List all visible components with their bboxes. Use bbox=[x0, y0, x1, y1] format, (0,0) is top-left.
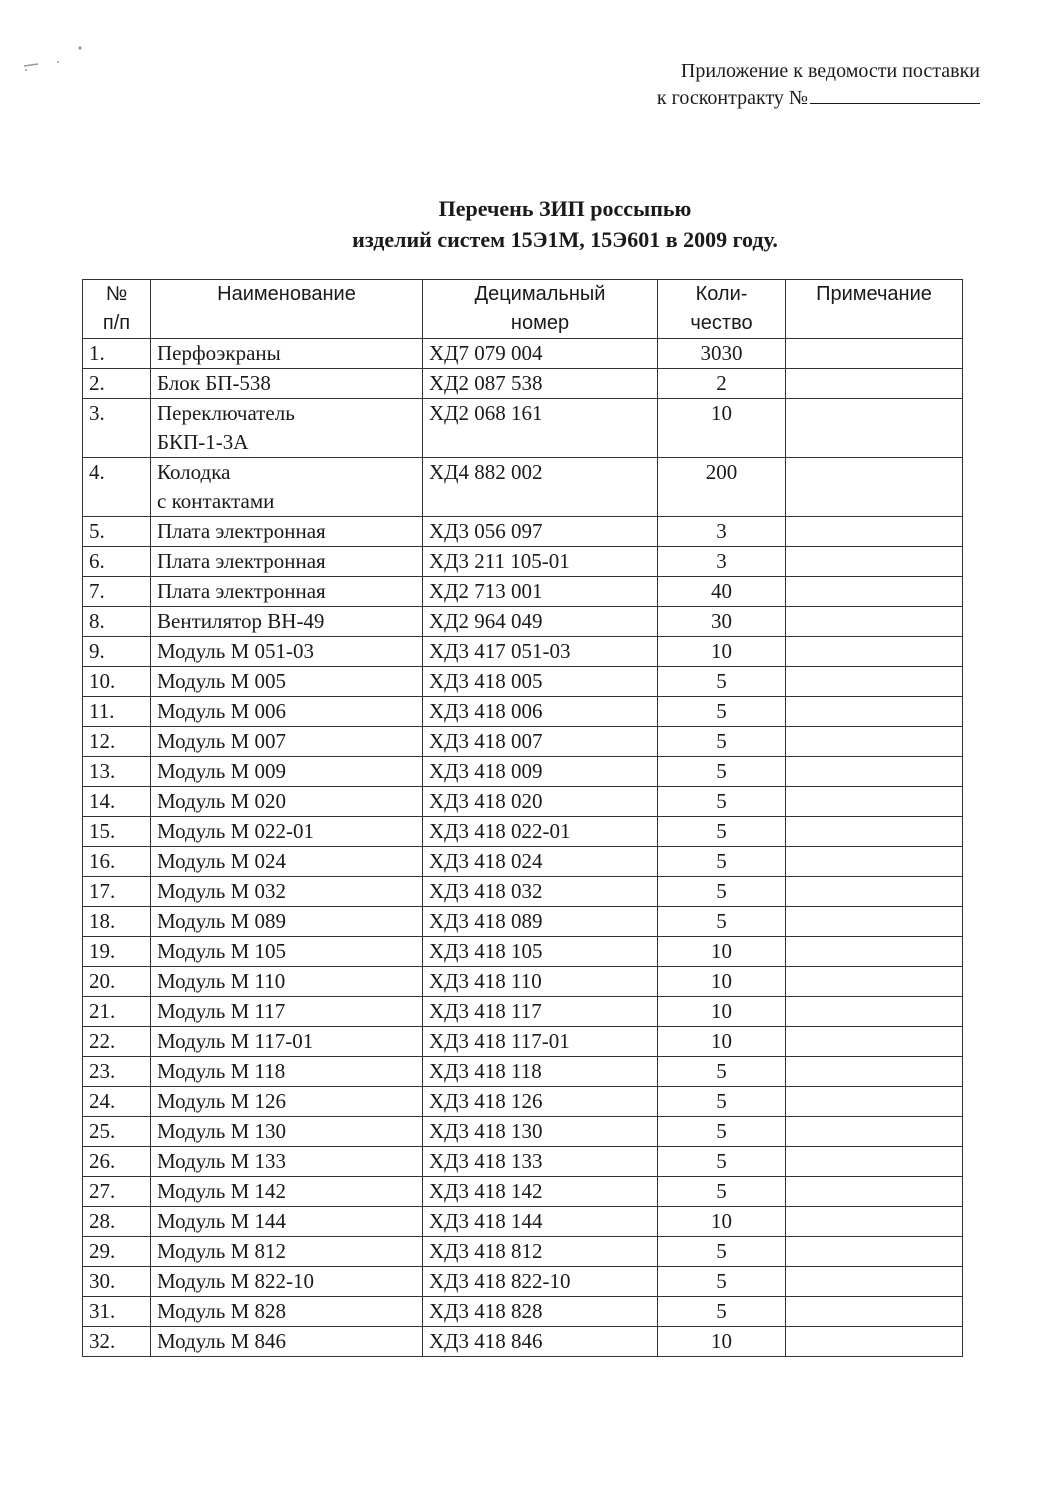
row-number: 25. bbox=[83, 1117, 151, 1147]
table-row bbox=[83, 847, 963, 877]
row-decimal-number: ХД3 418 020 bbox=[423, 787, 658, 817]
table-row bbox=[83, 1207, 963, 1237]
table-row bbox=[83, 997, 963, 1027]
table-row bbox=[83, 877, 963, 907]
row-note bbox=[786, 458, 963, 517]
row-note bbox=[786, 787, 963, 817]
contract-number-line bbox=[600, 85, 980, 112]
row-name-line: БКП-1-3А bbox=[157, 430, 249, 454]
row-note bbox=[786, 369, 963, 399]
row-name-line: Модуль М 032 bbox=[157, 879, 287, 903]
row-number: 1. bbox=[83, 339, 151, 369]
row-name-line: Модуль М 105 bbox=[157, 939, 287, 963]
row-name-line: Модуль М 118 bbox=[157, 1059, 286, 1083]
row-note bbox=[786, 877, 963, 907]
row-name-line: Модуль М 089 bbox=[157, 909, 287, 933]
title-line2: изделий систем 15Э1М, 15Э601 в 2009 году. bbox=[352, 227, 778, 252]
row-quantity: 200 bbox=[658, 458, 786, 517]
row-name bbox=[151, 517, 423, 547]
row-name bbox=[151, 1327, 423, 1357]
row-quantity: 5 bbox=[658, 1177, 786, 1207]
header-quantity: Коли- чество bbox=[658, 280, 786, 339]
row-number: 11. bbox=[83, 697, 151, 727]
row-name-line: Модуль М 117-01 bbox=[157, 1029, 314, 1053]
row-note bbox=[786, 997, 963, 1027]
row-number: 27. bbox=[83, 1177, 151, 1207]
table-row bbox=[83, 339, 963, 369]
table-row bbox=[83, 937, 963, 967]
table-row bbox=[83, 907, 963, 937]
row-decimal-number: ХД3 418 828 bbox=[423, 1297, 658, 1327]
row-name bbox=[151, 1027, 423, 1057]
row-decimal-number: ХД3 418 117-01 bbox=[423, 1027, 658, 1057]
row-note bbox=[786, 817, 963, 847]
row-quantity: 5 bbox=[658, 1267, 786, 1297]
row-name-line: Модуль М 144 bbox=[157, 1209, 287, 1233]
row-name bbox=[151, 967, 423, 997]
row-name bbox=[151, 1297, 423, 1327]
row-quantity: 5 bbox=[658, 1057, 786, 1087]
row-note bbox=[786, 967, 963, 997]
row-name-line: Модуль М 822-10 bbox=[157, 1269, 315, 1293]
row-name bbox=[151, 637, 423, 667]
row-name-line: Вентилятор ВН-49 bbox=[157, 609, 325, 633]
row-quantity: 5 bbox=[658, 877, 786, 907]
header-note: Примечание bbox=[786, 280, 963, 339]
table-row bbox=[83, 787, 963, 817]
row-name bbox=[151, 339, 423, 369]
row-decimal-number: ХД3 418 005 bbox=[423, 667, 658, 697]
row-name bbox=[151, 847, 423, 877]
row-name-line: с контактами bbox=[157, 489, 275, 513]
contract-number-blank bbox=[810, 85, 980, 104]
row-decimal-number: ХД3 418 118 bbox=[423, 1057, 658, 1087]
row-note bbox=[786, 1267, 963, 1297]
row-quantity: 3 bbox=[658, 547, 786, 577]
row-decimal-number: ХД3 418 006 bbox=[423, 697, 658, 727]
table-row bbox=[83, 1117, 963, 1147]
row-note bbox=[786, 607, 963, 637]
row-number: 18. bbox=[83, 907, 151, 937]
row-number: 2. bbox=[83, 369, 151, 399]
row-decimal-number: ХД3 418 130 bbox=[423, 1117, 658, 1147]
row-name-line: Модуль М 126 bbox=[157, 1089, 287, 1113]
scan-speck-marks bbox=[20, 44, 90, 74]
spare-parts-table-container bbox=[82, 279, 963, 1357]
row-name-line: Модуль М 133 bbox=[157, 1149, 287, 1173]
row-number: 31. bbox=[83, 1297, 151, 1327]
row-name-line: Модуль М 005 bbox=[157, 669, 287, 693]
row-quantity: 3030 bbox=[658, 339, 786, 369]
row-note bbox=[786, 667, 963, 697]
row-number: 15. bbox=[83, 817, 151, 847]
row-name bbox=[151, 607, 423, 637]
row-quantity: 5 bbox=[658, 757, 786, 787]
row-name bbox=[151, 399, 423, 458]
table-row bbox=[83, 1027, 963, 1057]
row-note bbox=[786, 637, 963, 667]
row-decimal-number: ХД3 418 024 bbox=[423, 847, 658, 877]
row-name-line: Модуль М 142 bbox=[157, 1179, 287, 1203]
table-row bbox=[83, 1177, 963, 1207]
row-note bbox=[786, 339, 963, 369]
header-name: Наименование bbox=[151, 280, 423, 339]
row-quantity: 30 bbox=[658, 607, 786, 637]
row-name-line: Плата электронная bbox=[157, 549, 326, 573]
row-decimal-number: ХД2 068 161 bbox=[423, 399, 658, 458]
row-name-line: Модуль М 828 bbox=[157, 1299, 287, 1323]
row-decimal-number: ХД3 211 105-01 bbox=[423, 547, 658, 577]
row-name bbox=[151, 907, 423, 937]
row-number: 9. bbox=[83, 637, 151, 667]
row-name bbox=[151, 937, 423, 967]
row-number: 6. bbox=[83, 547, 151, 577]
row-note bbox=[786, 1057, 963, 1087]
title-line1: Перечень ЗИП россыпью bbox=[438, 196, 692, 221]
row-name bbox=[151, 877, 423, 907]
row-name bbox=[151, 787, 423, 817]
row-name-line: Модуль М 022-01 bbox=[157, 819, 315, 843]
row-name-line: Перфоэкраны bbox=[157, 341, 281, 365]
row-name bbox=[151, 1147, 423, 1177]
row-name bbox=[151, 817, 423, 847]
row-quantity: 5 bbox=[658, 697, 786, 727]
row-note bbox=[786, 697, 963, 727]
row-decimal-number: ХД3 418 133 bbox=[423, 1147, 658, 1177]
table-row bbox=[83, 607, 963, 637]
row-number: 12. bbox=[83, 727, 151, 757]
row-quantity: 5 bbox=[658, 847, 786, 877]
row-note bbox=[786, 1147, 963, 1177]
row-name-line: Переключатель bbox=[157, 401, 295, 425]
row-quantity: 40 bbox=[658, 577, 786, 607]
row-number: 14. bbox=[83, 787, 151, 817]
row-name bbox=[151, 1237, 423, 1267]
row-name-line: Модуль М 020 bbox=[157, 789, 287, 813]
row-number: 17. bbox=[83, 877, 151, 907]
appendix-note-line1: Приложение к ведомости поставки bbox=[680, 60, 980, 82]
row-quantity: 5 bbox=[658, 787, 786, 817]
row-note bbox=[786, 1087, 963, 1117]
row-name-line: Модуль М 006 bbox=[157, 699, 287, 723]
row-decimal-number: ХД3 418 812 bbox=[423, 1237, 658, 1267]
row-name bbox=[151, 997, 423, 1027]
row-decimal-number: ХД3 418 144 bbox=[423, 1207, 658, 1237]
row-decimal-number: ХД3 418 032 bbox=[423, 877, 658, 907]
row-decimal-number: ХД3 418 110 bbox=[423, 967, 658, 997]
row-name-line: Модуль М 009 bbox=[157, 759, 287, 783]
row-note bbox=[786, 399, 963, 458]
row-number: 32. bbox=[83, 1327, 151, 1357]
row-number: 10. bbox=[83, 667, 151, 697]
row-name-line: Модуль М 051-03 bbox=[157, 639, 315, 663]
row-number: 26. bbox=[83, 1147, 151, 1177]
row-note bbox=[786, 1237, 963, 1267]
row-number: 19. bbox=[83, 937, 151, 967]
row-number: 24. bbox=[83, 1087, 151, 1117]
row-name bbox=[151, 458, 423, 517]
row-note bbox=[786, 517, 963, 547]
table-row bbox=[83, 757, 963, 787]
row-decimal-number: ХД3 418 117 bbox=[423, 997, 658, 1027]
row-name bbox=[151, 727, 423, 757]
row-decimal-number: ХД3 418 105 bbox=[423, 937, 658, 967]
row-note bbox=[786, 757, 963, 787]
row-name bbox=[151, 757, 423, 787]
row-quantity: 10 bbox=[658, 997, 786, 1027]
table-row bbox=[83, 967, 963, 997]
row-note bbox=[786, 1327, 963, 1357]
table-row bbox=[83, 547, 963, 577]
table-row bbox=[83, 637, 963, 667]
row-quantity: 5 bbox=[658, 727, 786, 757]
row-number: 23. bbox=[83, 1057, 151, 1087]
row-quantity: 10 bbox=[658, 967, 786, 997]
row-name-line: Модуль М 007 bbox=[157, 729, 287, 753]
row-name bbox=[151, 1267, 423, 1297]
row-quantity: 3 bbox=[658, 517, 786, 547]
row-number: 8. bbox=[83, 607, 151, 637]
row-decimal-number: ХД3 418 846 bbox=[423, 1327, 658, 1357]
appendix-note bbox=[600, 58, 980, 112]
row-number: 20. bbox=[83, 967, 151, 997]
table-row bbox=[83, 369, 963, 399]
row-name-line: Модуль М 812 bbox=[157, 1239, 287, 1263]
row-note bbox=[786, 1117, 963, 1147]
row-note bbox=[786, 1297, 963, 1327]
row-number: 4. bbox=[83, 458, 151, 517]
document-title bbox=[230, 193, 900, 255]
row-quantity: 10 bbox=[658, 1207, 786, 1237]
row-note bbox=[786, 847, 963, 877]
row-name-line: Модуль М 846 bbox=[157, 1329, 287, 1353]
row-number: 21. bbox=[83, 997, 151, 1027]
row-quantity: 5 bbox=[658, 1237, 786, 1267]
row-name bbox=[151, 1207, 423, 1237]
row-quantity: 5 bbox=[658, 1087, 786, 1117]
row-decimal-number: ХД2 964 049 bbox=[423, 607, 658, 637]
row-note bbox=[786, 727, 963, 757]
table-row bbox=[83, 1057, 963, 1087]
row-quantity: 5 bbox=[658, 1297, 786, 1327]
row-note bbox=[786, 1177, 963, 1207]
row-quantity: 5 bbox=[658, 667, 786, 697]
row-name-line: Колодка bbox=[157, 460, 231, 484]
row-note bbox=[786, 907, 963, 937]
table-row bbox=[83, 1087, 963, 1117]
row-name-line: Плата электронная bbox=[157, 579, 326, 603]
row-decimal-number: ХД3 418 007 bbox=[423, 727, 658, 757]
row-name bbox=[151, 547, 423, 577]
table-row bbox=[83, 1237, 963, 1267]
row-quantity: 2 bbox=[658, 369, 786, 399]
row-decimal-number: ХД3 418 822-10 bbox=[423, 1267, 658, 1297]
row-decimal-number: ХД3 418 009 bbox=[423, 757, 658, 787]
row-number: 22. bbox=[83, 1027, 151, 1057]
table-row bbox=[83, 1327, 963, 1357]
row-decimal-number: ХД4 882 002 bbox=[423, 458, 658, 517]
row-number: 13. bbox=[83, 757, 151, 787]
row-decimal-number: ХД2 713 001 bbox=[423, 577, 658, 607]
table-row bbox=[83, 697, 963, 727]
table-header-row bbox=[83, 280, 963, 339]
row-decimal-number: ХД3 417 051-03 bbox=[423, 637, 658, 667]
row-decimal-number: ХД3 418 142 bbox=[423, 1177, 658, 1207]
row-decimal-number: ХД2 087 538 bbox=[423, 369, 658, 399]
row-name-line: Модуль М 024 bbox=[157, 849, 287, 873]
row-name bbox=[151, 1177, 423, 1207]
row-number: 16. bbox=[83, 847, 151, 877]
contract-number-label: к госконтракту № bbox=[656, 87, 808, 109]
row-quantity: 10 bbox=[658, 937, 786, 967]
row-number: 30. bbox=[83, 1267, 151, 1297]
header-decimal-number: Децимальный номер bbox=[423, 280, 658, 339]
row-note bbox=[786, 937, 963, 967]
row-number: 5. bbox=[83, 517, 151, 547]
row-decimal-number: ХД3 418 126 bbox=[423, 1087, 658, 1117]
row-name-line: Модуль М 117 bbox=[157, 999, 286, 1023]
row-name-line: Модуль М 130 bbox=[157, 1119, 287, 1143]
row-number: 29. bbox=[83, 1237, 151, 1267]
row-name-line: Блок БП-538 bbox=[157, 371, 271, 395]
row-name bbox=[151, 667, 423, 697]
row-quantity: 5 bbox=[658, 907, 786, 937]
table-row bbox=[83, 577, 963, 607]
row-quantity: 10 bbox=[658, 399, 786, 458]
table-row bbox=[83, 399, 963, 458]
row-name bbox=[151, 1057, 423, 1087]
row-number: 28. bbox=[83, 1207, 151, 1237]
table-row bbox=[83, 517, 963, 547]
row-note bbox=[786, 1207, 963, 1237]
row-quantity: 5 bbox=[658, 1117, 786, 1147]
row-name bbox=[151, 697, 423, 727]
table-row bbox=[83, 1147, 963, 1177]
row-quantity: 10 bbox=[658, 1027, 786, 1057]
row-note bbox=[786, 577, 963, 607]
row-name-line: Плата электронная bbox=[157, 519, 326, 543]
table-row bbox=[83, 667, 963, 697]
row-decimal-number: ХД3 418 022-01 bbox=[423, 817, 658, 847]
row-quantity: 5 bbox=[658, 1147, 786, 1177]
row-decimal-number: ХД7 079 004 bbox=[423, 339, 658, 369]
row-note bbox=[786, 1027, 963, 1057]
row-note bbox=[786, 547, 963, 577]
row-number: 7. bbox=[83, 577, 151, 607]
row-number: 3. bbox=[83, 399, 151, 458]
table-row bbox=[83, 458, 963, 517]
row-name-line: Модуль М 110 bbox=[157, 969, 286, 993]
table-row bbox=[83, 1267, 963, 1297]
row-decimal-number: ХД3 056 097 bbox=[423, 517, 658, 547]
table-row bbox=[83, 817, 963, 847]
row-quantity: 10 bbox=[658, 1327, 786, 1357]
row-name bbox=[151, 369, 423, 399]
row-decimal-number: ХД3 418 089 bbox=[423, 907, 658, 937]
table-body bbox=[83, 339, 963, 1357]
row-name bbox=[151, 577, 423, 607]
header-number: № п/п bbox=[83, 280, 151, 339]
table-row bbox=[83, 1297, 963, 1327]
row-quantity: 10 bbox=[658, 637, 786, 667]
table-row bbox=[83, 727, 963, 757]
row-name bbox=[151, 1087, 423, 1117]
row-quantity: 5 bbox=[658, 817, 786, 847]
row-name bbox=[151, 1117, 423, 1147]
spare-parts-table bbox=[82, 279, 963, 1357]
